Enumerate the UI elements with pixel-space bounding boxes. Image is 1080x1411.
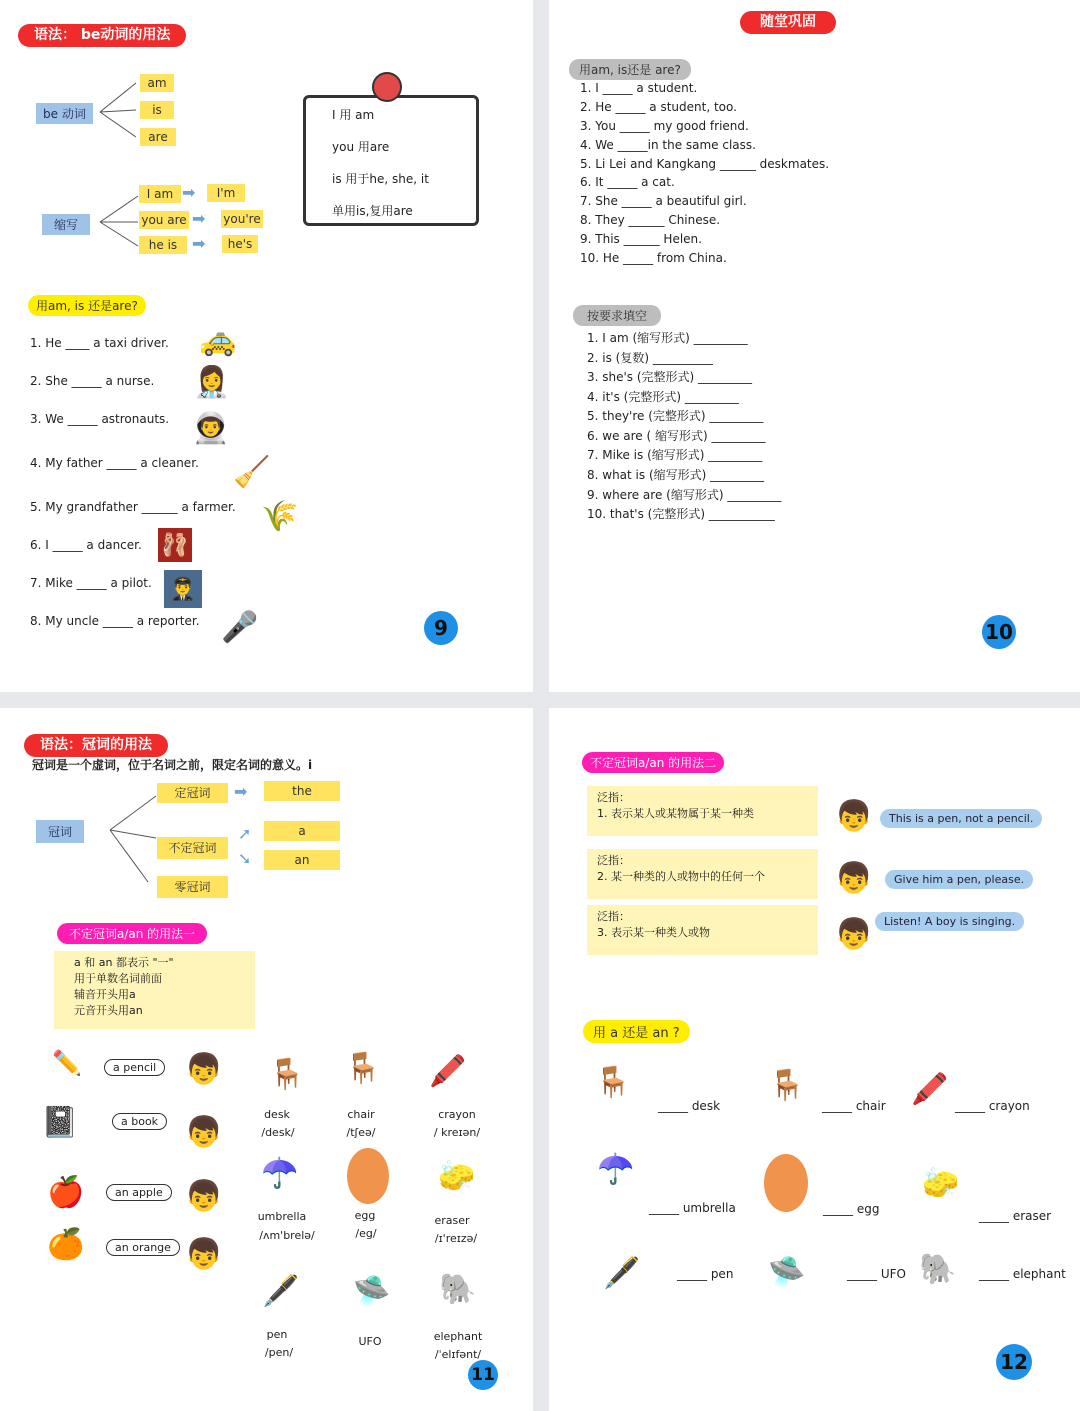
exercise-line: 6. I _____ a dancer. <box>30 538 142 552</box>
sec2-line: 9. where are (缩写形式) _________ <box>587 488 782 502</box>
section1-title: 用am, is还是 are? <box>569 59 691 80</box>
exercise-title: 用 a 还是 an ? <box>583 1020 690 1043</box>
full-he-is: he is <box>139 236 187 254</box>
page-number: 10 <box>982 615 1016 649</box>
exercise-item: _____ crayon <box>955 1099 1030 1113</box>
sec2-line: 1. I am (缩写形式) _________ <box>587 331 748 345</box>
arrow-icon: ➡ <box>192 209 206 228</box>
sec1-line: 4. We _____in the same class. <box>580 138 756 152</box>
pilot-icon: 👨‍✈️ <box>164 570 202 608</box>
boy-icon: 👦 <box>185 1178 223 1214</box>
branch-lines <box>108 792 160 884</box>
sec1-line: 10. He _____ from China. <box>580 251 727 265</box>
dancer-icon: 🩰 <box>158 528 192 562</box>
vocab-ipa: /desk/ <box>261 1126 295 1139</box>
vocab-word: desk <box>264 1108 290 1121</box>
sec2-line: 5. they're (完整形式) _________ <box>587 409 764 423</box>
arrow-icon: ➡ <box>234 782 248 801</box>
short-hes: he's <box>222 235 258 253</box>
branch-lines <box>98 80 143 140</box>
usage-label: 泛指： <box>597 791 630 804</box>
egg-icon <box>347 1148 389 1204</box>
contraction-label: 缩写 <box>42 214 90 235</box>
form-are: are <box>140 128 176 146</box>
sec1-line: 2. He _____ a student, too. <box>580 100 737 114</box>
pen-icon: 🖋️ <box>262 1273 300 1309</box>
chair-icon: 🪑 <box>344 1050 382 1086</box>
page-10 <box>549 0 1080 692</box>
vocab-ipa: /ʌm'brelə/ <box>259 1229 315 1242</box>
rule1-line: a 和 an 都表示 "一" <box>74 956 174 969</box>
sec1-line: 1. I _____ a student. <box>580 81 698 95</box>
exercise-item: _____ elephant <box>979 1267 1066 1281</box>
cleaner-icon: 🧹 <box>233 454 271 490</box>
vocab-word: chair <box>347 1108 375 1121</box>
zero-article: 零冠词 <box>157 876 228 898</box>
pen-icon: 🖋️ <box>603 1255 641 1291</box>
exercise-line: 2. She _____ a nurse. <box>30 374 155 388</box>
boy-icon: 👦 <box>835 860 873 896</box>
umbrella-icon: ☂️ <box>597 1151 635 1187</box>
boy-icon: 👦 <box>185 1236 223 1272</box>
book-icon: 📓 <box>41 1104 79 1140</box>
page-title: 语法： be动词的用法 <box>18 24 186 47</box>
vocab-word: egg <box>354 1209 376 1222</box>
rule1-line: 辅音开头用a <box>74 988 136 1001</box>
exercise-item: _____ eraser <box>979 1209 1052 1223</box>
exercise-item: _____ desk <box>658 1099 721 1113</box>
exercise-item: _____ umbrella <box>649 1201 736 1215</box>
page-number: 11 <box>468 1360 498 1390</box>
speech-bubble: an orange <box>106 1239 180 1256</box>
ufo-icon: 🛸 <box>768 1254 806 1290</box>
usage-box-1 <box>587 786 818 836</box>
exercise-title: 用am, is 还是are? <box>28 295 146 316</box>
page-title: 随堂巩固 <box>740 11 836 34</box>
usage-text: 1. 表示某人或某物属于某一种类 <box>597 807 754 820</box>
page-number: 9 <box>424 611 458 645</box>
sec1-line: 9. This ______ Helen. <box>580 232 702 246</box>
orange-icon: 🍊 <box>47 1226 85 1262</box>
section2-title: 按要求填空 <box>573 305 661 326</box>
crayon-icon: 🖍️ <box>429 1053 467 1089</box>
ufo-icon: 🛸 <box>353 1273 391 1309</box>
nurse-icon: 👩‍⚕️ <box>193 364 231 400</box>
page-title: 语法：冠词的用法 <box>24 734 168 757</box>
exercise-item: _____ pen <box>677 1267 734 1281</box>
usage-text: 3. 表示某一种类人或物 <box>597 926 710 939</box>
crayon-icon: 🖍️ <box>911 1071 949 1107</box>
form-is: is <box>140 101 174 119</box>
vocab-ipa: /ɪ'reɪzə/ <box>434 1232 478 1245</box>
desk-icon: 🪑 <box>268 1056 306 1092</box>
usage-text: 2. 某一种类的人或物中的任何一个 <box>597 870 765 883</box>
sec1-line: 3. You _____ my good friend. <box>580 119 749 133</box>
sec2-line: 4. it's (完整形式) _________ <box>587 390 739 404</box>
sec1-line: 6. It _____ a cat. <box>580 175 675 189</box>
an-box: an <box>264 850 340 870</box>
astronauts-icon: 👨‍🚀 <box>192 410 230 446</box>
arrow-icon: ➚ <box>238 824 252 843</box>
full-you-are: you are <box>139 211 189 229</box>
note-line: I 用 am <box>332 108 375 122</box>
note-card <box>303 95 479 226</box>
boy-icon: 👦 <box>185 1114 223 1150</box>
sec1-line: 8. They ______ Chinese. <box>580 213 721 227</box>
branch-lines-2 <box>98 192 143 252</box>
elephant-icon: 🐘 <box>439 1271 477 1307</box>
vocab-word: pen <box>266 1328 288 1341</box>
sec1-line: 7. She _____ a beautiful girl. <box>580 194 747 208</box>
definite-article: 定冠词 <box>157 783 228 803</box>
rule1-box <box>54 951 255 1029</box>
farmer-icon: 🌾 <box>261 498 299 534</box>
page-number: 12 <box>996 1344 1032 1380</box>
sec2-line: 8. what is (缩写形式) _________ <box>587 468 765 482</box>
a-box: a <box>264 821 340 841</box>
rule1-line: 用于单数名词前面 <box>74 972 162 985</box>
vocab-word: elephant <box>433 1330 483 1343</box>
pencil-icon: ✏️ <box>52 1049 82 1077</box>
short-youre: you're <box>221 210 263 228</box>
vocab-word: UFO <box>358 1335 382 1348</box>
vocab-ipa: /pen/ <box>264 1346 294 1359</box>
article-root: 冠词 <box>36 820 84 843</box>
page-12 <box>549 708 1080 1411</box>
vocab-ipa: / kreɪən/ <box>433 1126 481 1139</box>
vocab-ipa: /ˈelɪfənt/ <box>434 1348 482 1361</box>
apple-icon: 🍎 <box>47 1174 85 1210</box>
arrow-icon: ➡ <box>182 183 196 202</box>
vocab-word: crayon <box>438 1108 476 1121</box>
arrow-icon: ➘ <box>238 849 252 868</box>
chair-icon: 🪑 <box>768 1067 806 1103</box>
speech-bubble: a pencil <box>104 1059 165 1076</box>
arrow-icon: ➡ <box>192 234 206 253</box>
sec2-line: 6. we are ( 缩写形式) _________ <box>587 429 766 443</box>
boy-icon: 👦 <box>835 916 873 952</box>
usage-box-2 <box>587 849 818 899</box>
example-bubble: Give him a pen, please. <box>885 870 1033 889</box>
exercise-line: 8. My uncle _____ a reporter. <box>30 614 200 628</box>
vocab-word: umbrella <box>257 1210 307 1223</box>
egg-icon <box>764 1154 808 1212</box>
note-line: is 用于he, she, it <box>332 172 429 186</box>
exercise-item: _____ UFO <box>847 1267 906 1281</box>
example-bubble: This is a pen, not a pencil. <box>880 809 1042 828</box>
full-i-am: I am <box>139 185 181 203</box>
vocab-ipa: /eg/ <box>355 1227 377 1240</box>
short-im: I'm <box>207 184 245 202</box>
rule1-title: 不定冠词a/an 的用法一 <box>57 923 207 944</box>
desk-icon: 🪑 <box>594 1064 632 1100</box>
sec2-line: 3. she's (完整形式) _________ <box>587 370 753 384</box>
exercise-line: 3. We _____ astronauts. <box>30 412 170 426</box>
speech-bubble: a book <box>112 1113 167 1130</box>
indefinite-article: 不定冠词 <box>157 837 228 859</box>
exercise-line: 5. My grandfather ______ a farmer. <box>30 500 236 514</box>
eraser-icon: 🧽 <box>922 1165 960 1201</box>
exercise-line: 4. My father _____ a cleaner. <box>30 456 199 470</box>
be-verb-label: be 动词 <box>36 103 93 124</box>
umbrella-icon: ☂️ <box>261 1155 299 1191</box>
subtitle: 冠词是一个虚词，位于名词之前，限定名词的意义。i <box>32 758 313 772</box>
page-11 <box>0 708 533 1411</box>
speech-bubble: an apple <box>106 1184 172 1201</box>
sec2-line: 10. that's (完整形式) ___________ <box>587 507 775 521</box>
sec2-line: 2. is (复数) __________ <box>587 351 713 365</box>
exercise-line: 7. Mike _____ a pilot. <box>30 576 152 590</box>
page-9 <box>0 0 533 692</box>
eraser-icon: 🧽 <box>438 1158 476 1194</box>
boy-icon: 👦 <box>185 1051 223 1087</box>
reporter-icon: 🎤 <box>221 609 259 645</box>
sec2-line: 7. Mike is (缩写形式) _________ <box>587 448 763 462</box>
sec1-line: 5. Li Lei and Kangkang ______ deskmates. <box>580 157 830 171</box>
form-am: am <box>140 74 174 92</box>
taxi-icon: 🚕 <box>199 322 237 358</box>
vocab-ipa: /tʃeə/ <box>346 1126 376 1139</box>
pushpin-icon <box>372 72 402 102</box>
example-bubble: Listen! A boy is singing. <box>875 912 1024 931</box>
rule1-line: 元音开头用an <box>74 1004 143 1017</box>
exercise-item: _____ egg <box>823 1202 880 1216</box>
elephant-icon: 🐘 <box>919 1251 957 1287</box>
usage-label: 泛指： <box>597 910 630 923</box>
exercise-line: 1. He ____ a taxi driver. <box>30 336 169 350</box>
exercise-item: _____ chair <box>822 1099 886 1113</box>
vocab-word: eraser <box>434 1214 470 1227</box>
the-box: the <box>264 781 340 801</box>
usage-label: 泛指： <box>597 854 630 867</box>
page-title: 不定冠词a/an 的用法二 <box>582 752 724 773</box>
usage-box-3 <box>587 905 818 955</box>
boy-icon: 👦 <box>835 798 873 834</box>
note-line: 单用is,复用are <box>332 204 413 218</box>
note-line: you 用are <box>332 140 390 154</box>
